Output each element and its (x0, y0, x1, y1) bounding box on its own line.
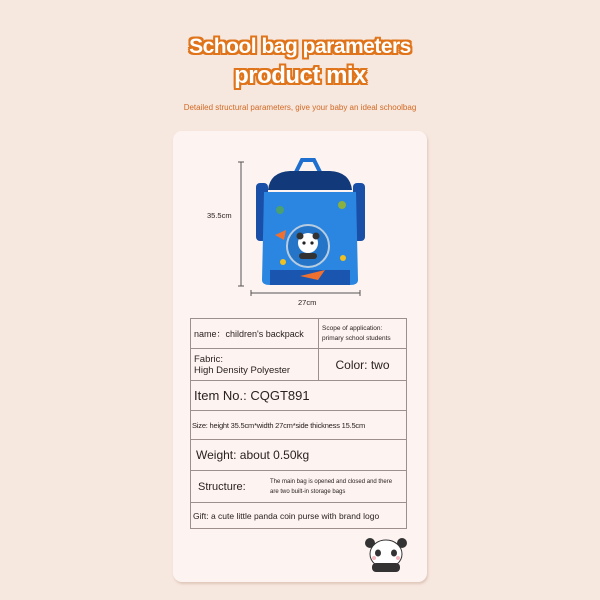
weight: Weight: about 0.50kg (196, 448, 310, 462)
table-row (191, 380, 406, 410)
table-row (191, 439, 406, 470)
fabric-label: Fabric: (194, 353, 224, 365)
spec-table (190, 318, 407, 529)
structure-label: Structure: (198, 480, 246, 493)
item-no: Item No.: CQGT891 (194, 388, 310, 403)
scope-cell: Scope of application: primary school students (322, 324, 391, 342)
height-label: 35.5cm (207, 211, 232, 220)
table-row (191, 502, 406, 528)
gift: Gift: a cute little panda coin purse with brand logo (193, 510, 380, 521)
structure-value: The main bag is opened and closed and there are two built-in storage bags (270, 478, 393, 495)
subtitle: Detailed structural parameters, give your baby an ideal schoolbag (183, 103, 417, 112)
table-row (191, 319, 406, 348)
title-line-1: School bag parameters (189, 35, 411, 58)
name-cell: name：children's backpack (191, 319, 319, 348)
size: Size: height 35.5cm*width 27cm*side thickness 15.5cm (192, 420, 366, 430)
table-row (191, 470, 406, 502)
width-label: 27cm (298, 298, 317, 307)
title-line-2: product mix (234, 62, 366, 89)
color-cell: Color: two (335, 357, 390, 372)
fabric-value: High Density Polyester (194, 364, 291, 376)
backpack-image (256, 160, 365, 285)
panda-mascot-icon (365, 538, 407, 572)
table-row (191, 410, 406, 439)
table-row (191, 348, 406, 380)
